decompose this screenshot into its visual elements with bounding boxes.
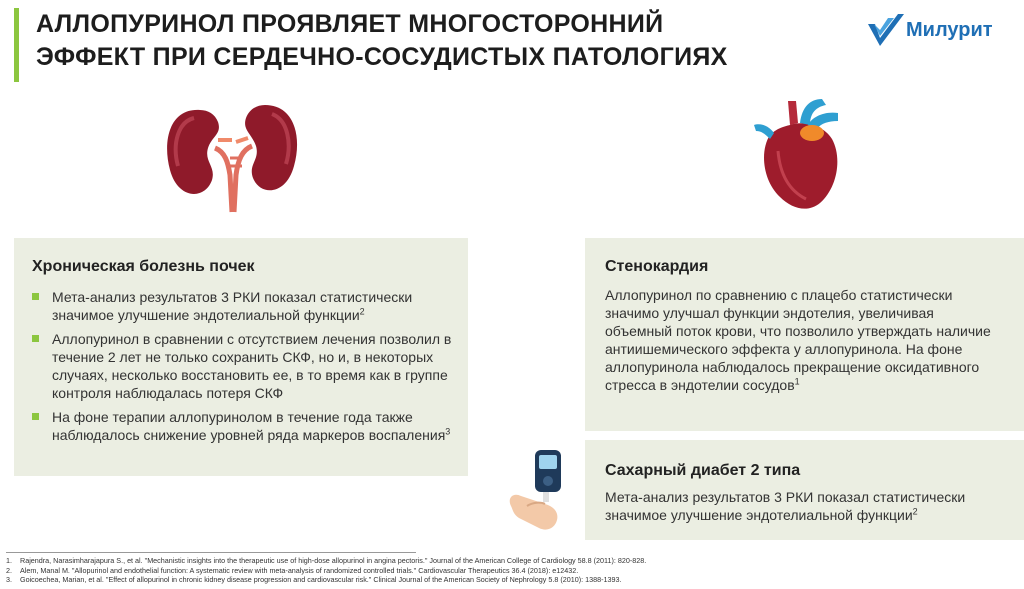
page-title bbox=[36, 8, 866, 74]
list-item-text: Мета-анализ результатов 3 РКИ показал статистически значимое улучшение эндотелиальной функции bbox=[52, 289, 413, 323]
list-item bbox=[32, 408, 462, 444]
kidney-disease-list bbox=[32, 288, 462, 444]
page-title-line2: ЭФФЕКТ ПРИ СЕРДЕЧНО-СОСУДИСТЫХ ПАТОЛОГИЯХ bbox=[36, 43, 728, 71]
brand-logo-text: Милурит bbox=[906, 19, 993, 41]
footnote-divider bbox=[6, 552, 416, 553]
footnote-text: Alem, Manal M. "Allopurinol and endothelial function: A systematic review with meta-analysis of randomized controlled trials." Cardiovascular Therapeutics 36.4 (2018): e12432. bbox=[20, 565, 579, 575]
glucometer-icon bbox=[505, 448, 575, 533]
footnote-item bbox=[6, 575, 1016, 585]
brand-logo bbox=[864, 10, 1014, 50]
footnote-item bbox=[6, 556, 1016, 566]
footnote-number: 2. bbox=[6, 565, 12, 575]
footnote-text: Goicoechea, Marian, et al. "Effect of allopurinol in chronic kidney disease progression and cardiovascular risk." Clinical Journal of the American Society of Nephrology 5.8 (2010): 1388-1393. bbox=[20, 575, 622, 584]
heart-icon bbox=[750, 95, 850, 215]
title-accent-bar bbox=[14, 8, 19, 82]
list-item bbox=[32, 288, 462, 324]
footnote-number: 3. bbox=[6, 575, 12, 584]
check-mark-logo-icon bbox=[864, 10, 908, 54]
bullet-square bbox=[32, 335, 39, 342]
footnotes bbox=[6, 556, 1016, 585]
bullet-square bbox=[32, 293, 39, 300]
kidney-disease-panel bbox=[14, 238, 468, 476]
list-item bbox=[32, 330, 462, 402]
angina-text-wrap bbox=[605, 286, 1000, 394]
kidneys-icon bbox=[160, 100, 305, 215]
page-title-line1: АЛЛОПУРИНОЛ ПРОЯВЛЯЕТ МНОГОСТОРОННИЙ bbox=[36, 10, 664, 38]
diabetes-heading: Сахарный диабет 2 типа bbox=[605, 462, 801, 479]
diabetes-text-wrap bbox=[605, 488, 1005, 524]
diabetes-panel bbox=[585, 440, 1024, 540]
footnote-item bbox=[6, 566, 1016, 576]
diabetes-text: Мета-анализ результатов 3 РКИ показал статистически значимое улучшение эндотелиальной функции bbox=[605, 489, 966, 523]
angina-panel bbox=[585, 238, 1024, 431]
footnote-ref: 1 bbox=[794, 376, 800, 387]
list-item-text: Аллопуринол в сравнении с отсутствием лечения позволил в течение 2 лет не только сохранить СКФ, но и, в некоторых случаях, несколько восстановить ее, в то время как в группе контроля наблюдалась потеря СКФ bbox=[52, 331, 452, 401]
angina-text: Аллопуринол по сравнению с плацебо статистически значимо улучшал функции эндотелия, увеличивая объемный поток крови, что позволило утверждать наличие антиишемического эффекта у аллопуринола. На фоне аллопуринола наблюдалось прекращение оксидативного стресса в эндотелии сосудов bbox=[605, 287, 991, 393]
footnote-number: 1. bbox=[6, 556, 12, 565]
footnote-text: Rajendra, Narasimharajapura S., et al. "Mechanistic insights into the therapeutic use of high-dose allopurinol in angina pectoris." Journal of the American College of Cardiology 58.8 (2011): 820-828. bbox=[20, 556, 647, 565]
footnote-ref: 3 bbox=[445, 426, 451, 437]
angina-heading: Стенокардия bbox=[605, 258, 709, 275]
kidney-disease-list-wrap bbox=[32, 288, 462, 450]
kidney-disease-heading: Хроническая болезнь почек bbox=[32, 258, 255, 275]
list-item-text: На фоне терапии аллопуринолом в течение года также наблюдалось снижение уровней ряда маркеров воспаления bbox=[52, 409, 446, 443]
footnote-ref: 2 bbox=[912, 506, 918, 517]
footnote-ref: 2 bbox=[359, 306, 365, 317]
bullet-square bbox=[32, 413, 39, 420]
